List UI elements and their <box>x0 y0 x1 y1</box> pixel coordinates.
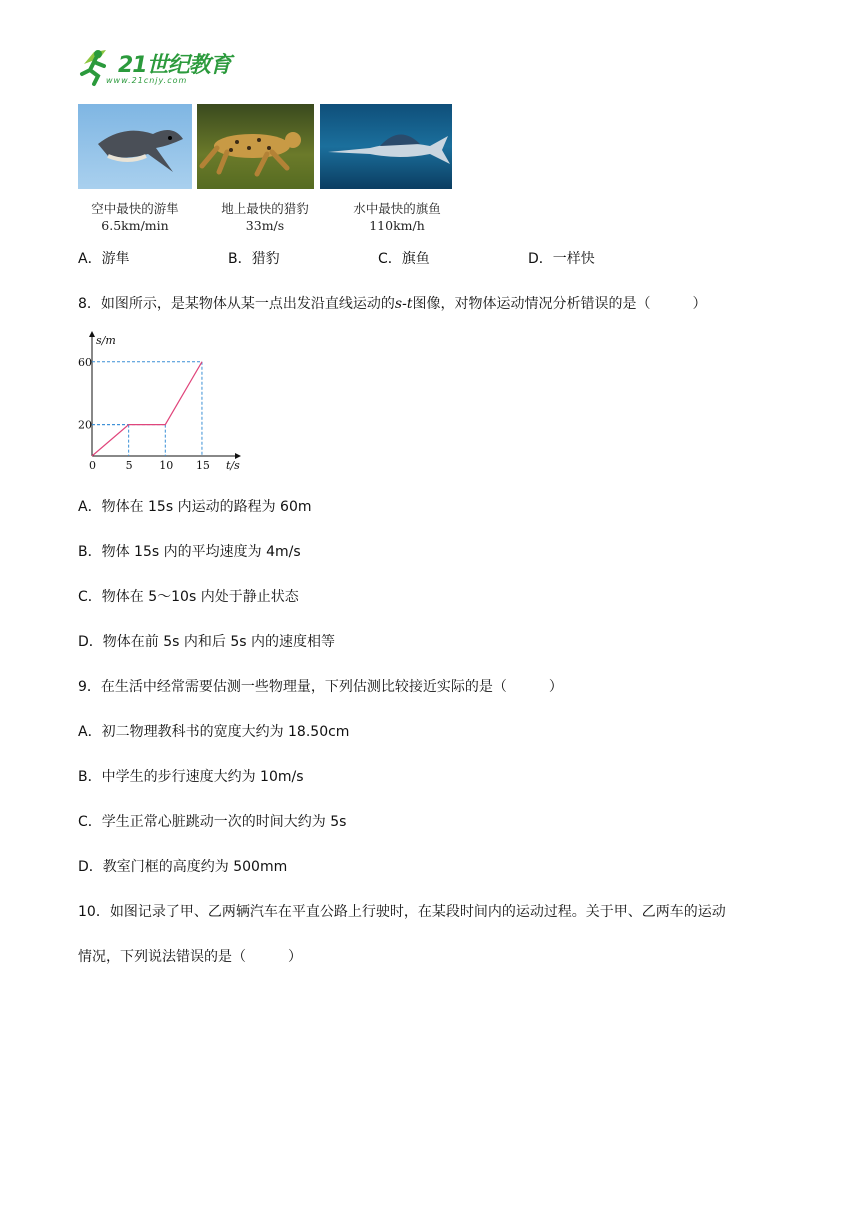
falcon-caption-speed: 6.5km/min <box>101 218 169 233</box>
y-axis-label: s/m <box>96 334 116 347</box>
x-tick-label: 0 <box>89 459 96 472</box>
logo-text: 21世纪教育 <box>118 53 231 78</box>
q9-option-c: C．学生正常心脏跳动一次的时间大约为 5s <box>78 814 347 830</box>
q9-stem: 9．在生活中经常需要估测一些物理量，下列估测比较接近实际的是（ ） <box>78 679 563 695</box>
q7-option-c: C．旗鱼 <box>378 251 430 267</box>
series-line <box>92 362 202 456</box>
q8-stem-before: 8．如图所示，是某物体从某一点出发沿直线运动的 <box>78 296 395 312</box>
y-tick-label: 60 <box>78 355 92 369</box>
q9-option-d: D．教室门框的高度约为 500mm <box>78 859 288 875</box>
sailfish-caption-name: 水中最快的旗鱼 <box>353 201 441 216</box>
q10-stem-line1: 10．如图记录了甲、乙两辆汽车在平直公路上行驶时，在某段时间内的运动过程。关于甲、乙两车的运动 <box>78 904 726 920</box>
x-axis-label: t/s <box>226 459 240 472</box>
falcon-caption-name: 空中最快的游隼 <box>91 201 179 216</box>
q7-option-b: B．猎豹 <box>228 251 280 267</box>
cheetah-caption-name: 地上最快的猎豹 <box>221 201 309 216</box>
q10-stem-line2: 情况，下列说法错误的是（ ） <box>78 949 302 965</box>
x-tick-label: 10 <box>159 459 174 472</box>
cheetah-caption <box>197 200 333 234</box>
y-tick-label: 20 <box>78 418 92 432</box>
q9-option-b: B．中学生的步行速度大约为 10m/s <box>78 769 304 785</box>
q8-option-c: C．物体在 5～10s 内处于静止状态 <box>78 589 299 605</box>
q9-option-a: A．初二物理教科书的宽度大约为 18.50cm <box>78 724 350 740</box>
logo <box>78 44 248 92</box>
q8-option-b: B．物体 15s 内的平均速度为 4m/s <box>78 544 301 560</box>
q8-stem-after: 图像，对物体运动情况分析错误的是（ ） <box>412 296 707 312</box>
st-graph <box>78 328 248 473</box>
q8-stem-symbol: s-t <box>394 296 413 312</box>
q7-option-d: D．一样快 <box>528 251 595 267</box>
sailfish-caption <box>335 200 459 234</box>
cheetah-caption-speed: 33m/s <box>245 218 285 233</box>
cheetah-photo <box>197 104 314 189</box>
falcon-photo <box>78 104 192 189</box>
x-tick-label: 15 <box>195 459 210 472</box>
q8-option-d: D．物体在前 5s 内和后 5s 内的速度相等 <box>78 634 335 650</box>
q8-option-a: A．物体在 15s 内运动的路程为 60m <box>78 499 312 515</box>
logo-url: www.21cnjy.com <box>106 76 188 85</box>
sailfish-caption-speed: 110km/h <box>369 218 425 233</box>
x-tick-label: 5 <box>125 459 133 472</box>
q7-option-a: A．游隼 <box>78 251 130 267</box>
q8-stem <box>78 293 706 313</box>
sailfish-photo <box>320 104 452 189</box>
falcon-caption <box>78 200 192 234</box>
